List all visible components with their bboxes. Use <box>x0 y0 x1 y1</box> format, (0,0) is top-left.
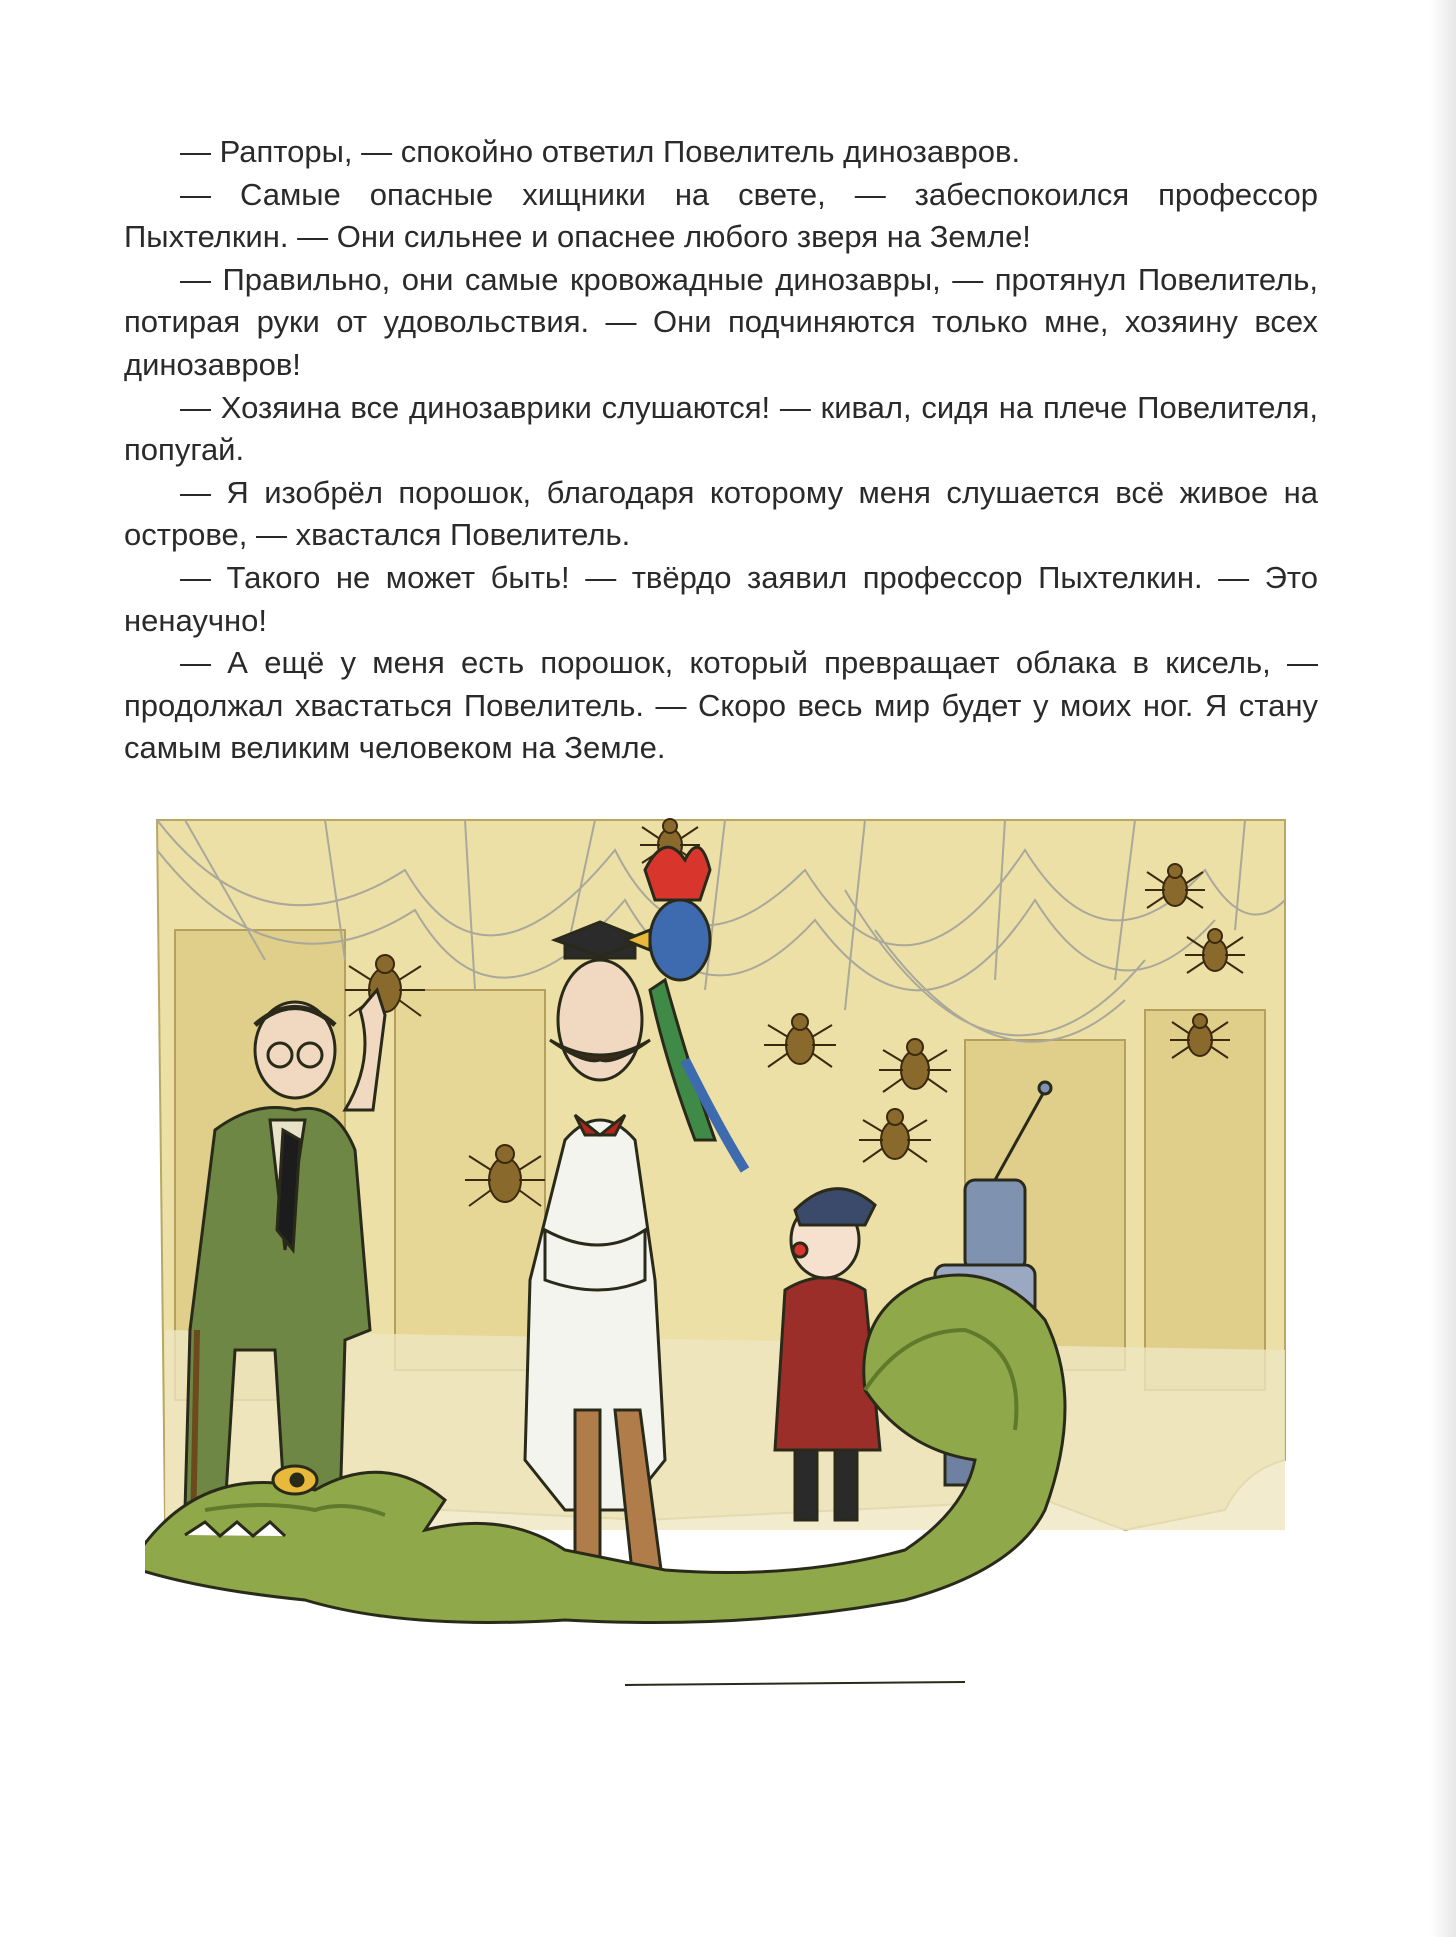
story-illustration <box>145 810 1295 1770</box>
paragraph: — Такого не может быть! — твёрдо заявил профессор Пыхтелкин. — Это ненаучно! <box>124 559 1318 638</box>
paragraph: — А ещё у меня есть порошок, который превращает облака в кисель, — продолжал хвастаться Повелитель. — Скоро весь мир будет у моих ног. Я стану самым великим человеком на Земле. <box>124 645 1318 766</box>
illustration-canvas <box>145 810 1295 1770</box>
paragraph: — Самые опасные хищники на свете, — забеспокоился профессор Пыхтелкин. — Они сильнее и опаснее любого зверя на Земле! <box>124 176 1318 255</box>
paragraph: — Рапторы, — спокойно ответил Повелитель динозавров. <box>180 134 1021 169</box>
page-edge-shadow <box>1430 0 1456 1937</box>
paragraph: — Я изобрёл порошок, благодаря которому меня слушается всё живое на острове, — хвастался Повелитель. <box>124 474 1318 553</box>
floor-line <box>625 1682 965 1685</box>
story-text <box>124 131 1318 770</box>
paragraph: — Правильно, они самые кровожадные динозавры, — протянул Повелитель, потирая руки от удовольствия. — Они подчиняются только мне, хозяину всех динозавров! <box>124 261 1318 382</box>
paragraph: — Хозяина все динозаврики слушаются! — кивал, сидя на плече Повелителя, попугай. <box>124 389 1318 468</box>
